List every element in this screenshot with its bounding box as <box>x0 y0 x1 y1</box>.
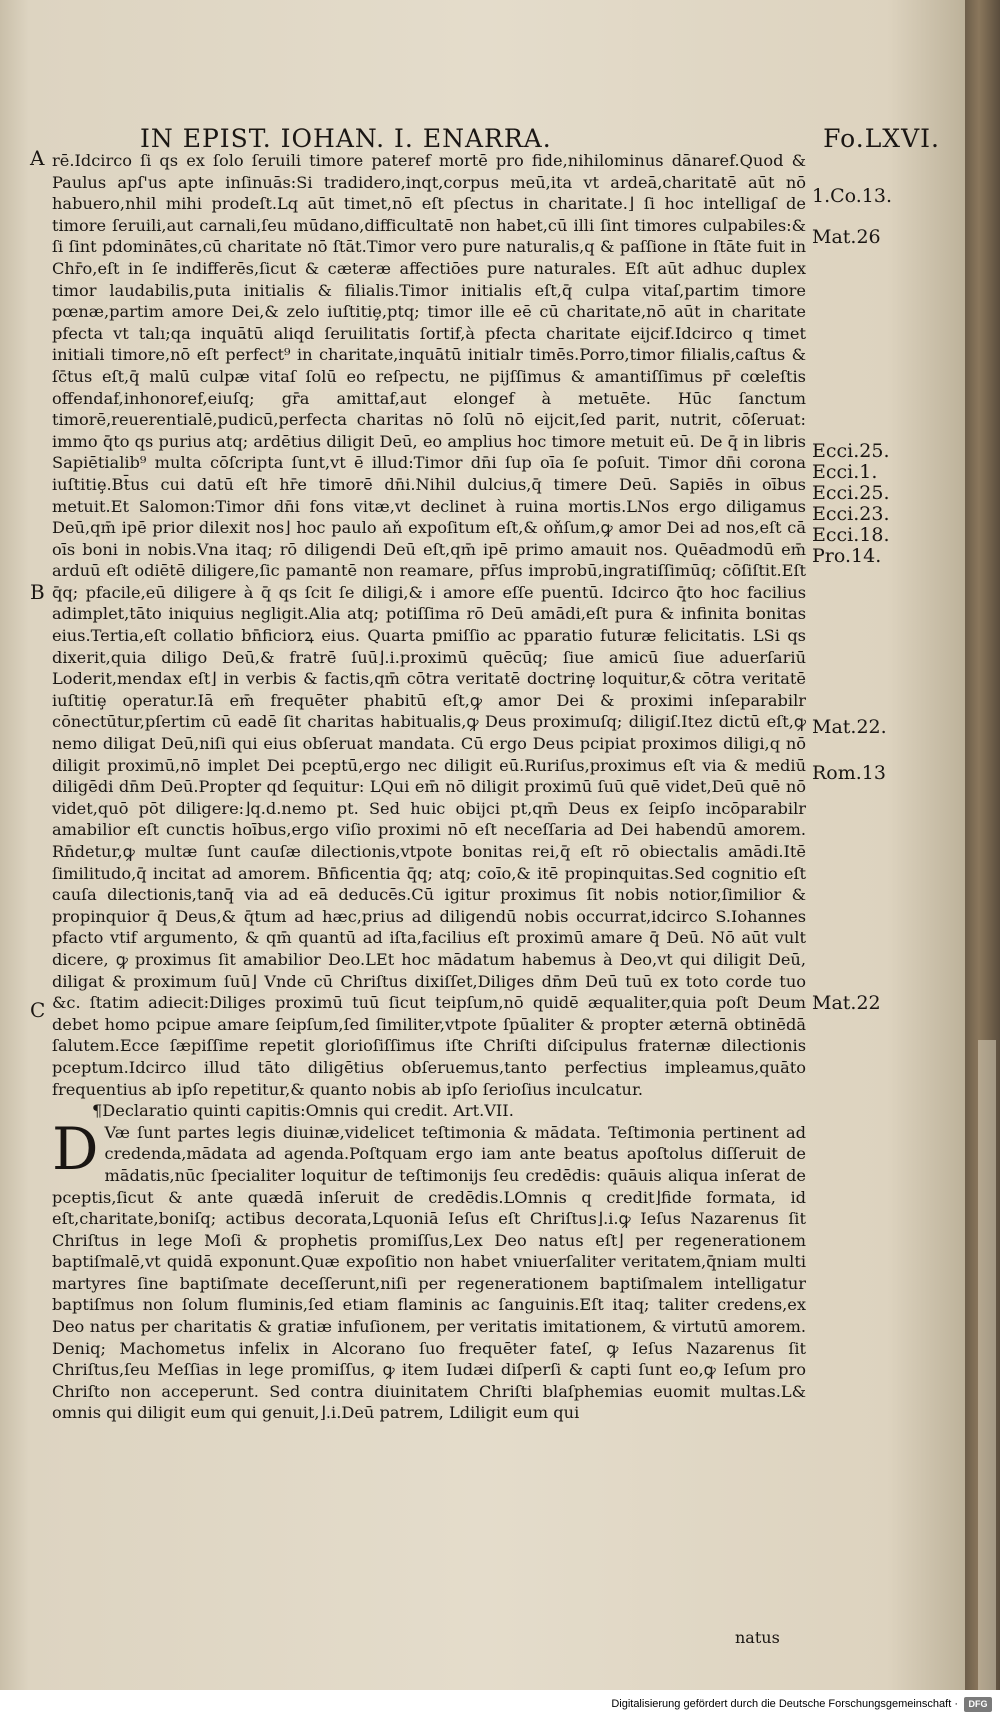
margin-note: Mat.22. <box>812 716 887 738</box>
margin-note: Mat.26 <box>812 226 881 248</box>
margin-note: Mat.22 <box>812 992 881 1014</box>
article-text: Væ ſunt partes legis diuinæ,videlicet teſtimonia & mādata. Teſtimonia pertinent ad credenda,mādata ad agenda.Poſtquam ergo iam ante beatus apoſtolus diſſeruit de mādatis,nūc ſpecialiter loquitur de teſtimonijs ſeu credēdis: quāuis aliqua inſerat de pceptis,ſicut & ante quædā inſeruit de credēdis.LOmnis q credit⌋fide formata, id eſt,charitate,boniſq; actibus decorata,Lquoniā Ieſus eſt Chriſtus⌋.i.ꝙ Ieſus Nazarenus ſit Chriſtus in lege Moſi & prophetis promiſſus,Lex Deo natus eſt⌋ per regenerationem baptiſmalē,vt quidā exponunt.Quæ expoſitio non habet vniuerſaliter veritatem,q̄niam multi martyres ſine baptiſmate deceſſerunt,niſi per regenerationem baptiſmalem intelligatur baptiſmus non ſolum fluminis,ſed etiam flaminis ac ſanguinis.Eſt itaq; taliter credens,ex Deo natus per charitatis & gratiæ infuſionem, per veritatis imitationem, & virtutū amorem. Deniq; Machometus infelix in Alcorano ſuo frequēter fateſ, ꝙ Ieſus Nazarenus ſit Chriſtus,ſeu Meſſias in lege promiſſus, ꝙ item Iudæi diſperſi & capti ſunt eo,ꝙ Ieſum pro Chriſto non acceperunt. Sed contra diuinitatem Chriſti blaſphemias euomit multas.L& omnis qui diligit eum qui genuit,⌋.i.Deū patrem, Ldiligit eum qui <box>52 1122 806 1423</box>
margin-note: 1.Co.13. <box>812 185 893 207</box>
running-head-title: IN EPIST. IOHAN. I. ENARRA. <box>140 124 552 153</box>
section-marker-c: C <box>30 998 46 1022</box>
footer-credit: Digitalisierung gefördert durch die Deutsche Forschungsgemeinschaft · <box>611 1698 958 1710</box>
margin-note: Ecci.1. <box>812 461 878 483</box>
margin-note: Ecci.18. <box>812 524 890 546</box>
margin-note: Ecci.25. <box>812 440 890 462</box>
section-marker-a: A <box>30 146 45 170</box>
main-text-block <box>52 150 806 1424</box>
margin-note: Ecci.25. <box>812 482 890 504</box>
margin-note: Rom.13 <box>812 762 886 784</box>
section-heading: ¶Declaratio quinti capitis:Omnis qui credit. Art.VII. <box>92 1101 514 1121</box>
footer-bar <box>0 1690 1000 1720</box>
article-paragraph <box>52 1114 806 1424</box>
section-marker-b: B <box>30 580 45 604</box>
margin-note: Ecci.23. <box>812 503 890 525</box>
folio-number: Fo.LXVI. <box>823 124 940 153</box>
commentary-paragraph: rē.Idcirco ſi qs ex ſolo ſeruili timore pateref mortē pro fide,nihilominus dānaref.Quod & Paulus apſ'us apte inſinuās:Si tradidero,inqt,corpus meū,ita vt ardeā,charitatē aūt nō habuero,nhil mihi prodeſt.Lq aūt timet,nō eſt pſectus in charitate.⌋ ſi hoc intelligaſ de timore ſeruili,aut carnali,ſeu mūdano,difficultatē non habet,cū illi ſint timores culpabiles:& ſi ſint pdominātes,cū charitate nō ſtāt.Timor vero pure naturalis,q & paſſione in ſtāte fuit in Chr̄o,eſt in ſe indifferēs,ſicut & cæteræ affectiōes pure naturales. Eſt aūt adhuc duplex timor laudabilis,puta initialis & filialis.Timor initialis eſt,q̄ culpa vitaſ,partim timore pœnæ,partim amore Dei,& zelo iuſtitiȩ,ptq; timor ille eē cū charitate,nō aūt in charitate pfecta vt talı;qa inquātū aliqd ſeruilitatis ſortif,à pfecta charitate eijcif.Idcirco q timet initiali timore,nō eſt perfect⁹ in charitate,inquātū initialr timēs.Porro,timor filialis,caſtus & ſc̄tus eſt,q̄ malū culpæ vitaſ ſolū eo reſpectu, ne pijſſimus & amantiſſimus pr̄ cœleſtis offendaf,inhonoref,eiuſq; gr̄a amittaf,aut elongef à metuēte. Hūc ſanctum timorē,reuerentialē,pudicū,perfecta charitas nō ſolū nō eijcit,ſed parit, nutrit, cōſeruat: immo q̄to qs purius atq; ardētius diligit Deū, eo amplius hoc timore metuit eū. De q̄ in libris Sapiētialib⁹ multa cōſcripta ſunt,vt ē illud:Timor dn̄i ſup oīa ſe poſuit. Timor dn̄i corona iuſtitiȩ.Bt̄us cui datū eſt hr̄e timorē dn̄i.Nihil dulcius,q̄ timere Deū. Sapiēs in oībus metuit.Et Salomon:Timor dn̄i fons vitæ,vt declinet à ruina mortis.LNos ergo diligamus Deū,qm̄ ipē prior dilexit nos⌋ hoc paulo aň expoſitum eſt,& oňſum,ꝙ amor Dei ad nos,eſt cā oīs boni in nobis.Vna itaq; rō diligendi Deū eſt,qm̄ ipē primo amauit nos. Quēadmodū em̄ arduū eſt odiētē diligere,ſic pamantē non reamare, pr̄ſus improbū,ingratiſſimūq; cōſiſtit.Eſt q̄q; pfacile,eū diligere à q̄ qs ſcit ſe diligi,& i amore eſſe puentū. Idcirco q̄to hoc facilius adimplet,tāto iniquius negligit.Alia atq; potiſſima rō Deū amādi,eſt pura & infinita bonitas eius.Tertia,eſt collatio bn̄ficiorꝝ eius. Quarta pmiſſio ac pparatio futuræ felicitatis. LSi qs dixerit,quia diligo Deū,& fratrē ſuū⌋.i.proximū quēcūq; ſiue amicū ſiue aduerſariū Loderit,mendax eſt⌋ in verbis & factis,qm̄ cōtra veritatē doctrinȩ loquitur,& cōtra veritatē iuſtitiȩ operatur.Iā em̄ frequēter phabitū eſt,ꝙ amor Dei & proximi inſeparabilr cōnectūtur,pſertim cū eadē ſit charitas habitualis,ꝙ Deus proximuſq; diligiſ.Itez dictū eſt,ꝙ nemo diligat Deū,niſi qui eius obſeruat mandata. Cū ergo Deus pcipiat proximos diligi,q nō diligit proximū,nō implet Dei pceptū,ergo nec diligit eū.Ruriſus,proximus eſt via & mediū diligēdi dn̄m Deū.Propter qd ſequitur: LQui em̄ nō diligit proximū ſuū quē videt,Deū quē nō videt,quō pōt diligere:⌋q.d.nemo pt. Sed huic obijci pt,qm̄ Deus ex ſeipſo incōparabilr amabilior eſt cunctis hoībus,ergo viſio proximi nō eſt neceſſaria ad Dei habendū amorem. Rn̄detur,ꝙ multæ ſunt cauſæ dilectionis,vtpote bonitas rei,q̄ eſt rō obiectalis amādi.Itē ſimilitudo,q̄ incitat ad amorem. Bn̄ficentia q̄q; atq; coīo,& itē propinquitas.Sed cognitio eſt cauſa dilectionis,tanq̄ via ad eā deducēs.Cū igitur proximus ſit nobis notior,ſimilior & propinquior q̄ Deus,& q̄tum ad hæc,prius ad diligendū nobis occurrat,idcirco S.Iohannes pfacto vtif argumento, & qm̄ quantū ad iſta,facilius eſt proximū amare q̄ Deū. Nō aūt vult dicere, ꝙ proximus ſit amabilior Deo.LEt hoc mādatum habemus à Deo,vt qui diligit Deū, diligat & proximum ſuū⌋ Vnde cū Chriſtus dixiſſet,Diliges dn̄m Deū tuū ex toto corde tuo &c. ſtatim adiecit:Diliges proximū tuū ſicut teipſum,nō quidē æqualiter,quia poſt Deum debet homo pcipue amare ſeipſum,ſed ſimiliter,vtpote ſpūaliter & propter æternā obtinēdā ſalutem.Ecce ſæpiſſime repetit glorioſiſſimus iſte Chriſti diſcipulus fraternæ dilectionis pceptum.Idcirco illud tāto diligētius obſeruemus,tanto perfectius impleamus,quāto frequentius ab ipſo repetitur,& quanto nobis ab ipſo ſerioſius inculcatur. <box>52 151 806 1099</box>
catchword: natus <box>735 1628 780 1647</box>
drop-cap: D <box>52 1114 99 1183</box>
dfg-logo-icon: DFG <box>964 1697 992 1712</box>
page-edge-strip <box>978 1040 996 1700</box>
margin-note: Pro.14. <box>812 545 882 567</box>
